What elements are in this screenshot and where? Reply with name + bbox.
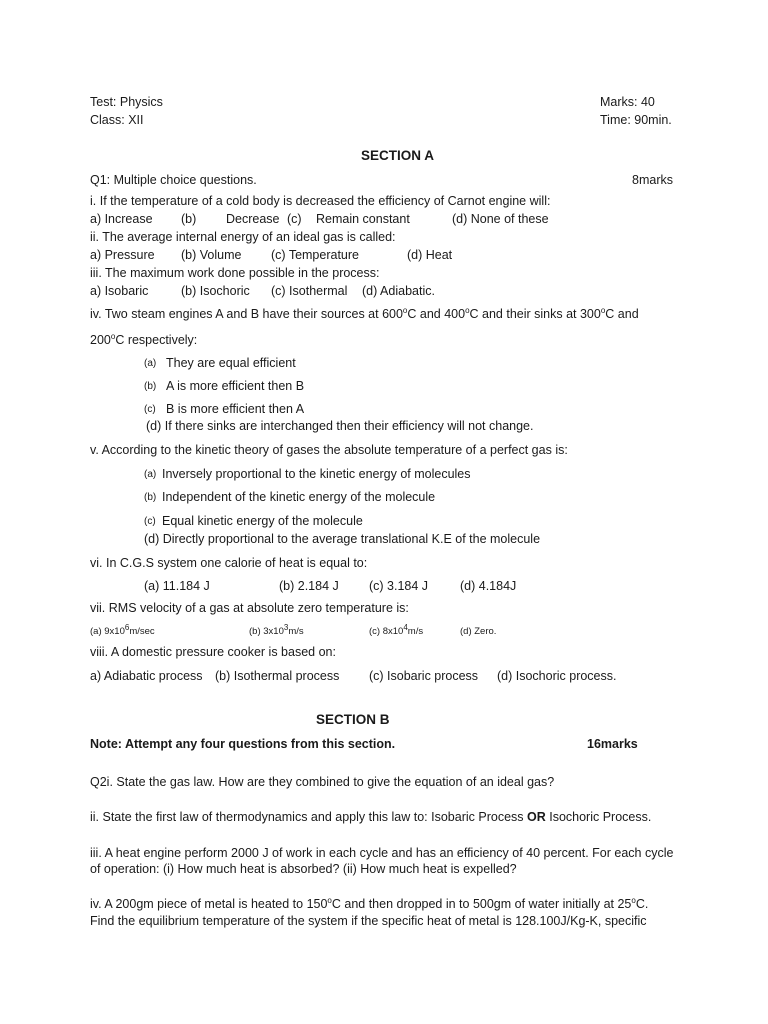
- question-viii-option-a: a) Adiabatic process: [90, 669, 203, 683]
- question-iv-option-c-marker: (c): [144, 404, 156, 415]
- question-2iv-line2: Find the equilibrium temperature of the system if the specific heat of metal is 128.100J/Kg-K, specific: [90, 914, 647, 928]
- question-vi: vi. In C.G.S system one calorie of heat is equal to:: [90, 556, 368, 570]
- question-iii-option-c: (c) Isothermal: [271, 284, 348, 298]
- question-ii-option-c: (c) Temperature: [271, 248, 359, 262]
- question-2iv-line1: iv. A 200gm piece of metal is heated to 150$^o$C and then dropped in to 500gm of water initially at 25$^o$C.: [90, 895, 649, 911]
- question-ii: ii. The average internal energy of an ideal gas is called:: [90, 230, 396, 244]
- question-iv-option-b-marker: (b): [144, 381, 157, 392]
- question-viii-option-d: (d) Isochoric process.: [497, 669, 617, 683]
- question-v-option-b-marker: (b): [144, 492, 157, 503]
- question-iii-option-b: (b) Isochoric: [181, 284, 250, 298]
- question-iii-option-a: a) Isobaric: [90, 284, 149, 298]
- question-i-option-c: Remain constant: [316, 212, 410, 226]
- question-vii: vii. RMS velocity of a gas at absolute zero temperature is:: [90, 601, 409, 615]
- question-iv-line2: 200$^o$C respectively:: [90, 331, 198, 347]
- question-vii-option-c: (c) $8x10^4m/s$: [369, 622, 424, 637]
- question-v-option-b: Independent of the kinetic energy of the molecule: [162, 490, 436, 504]
- question-viii-option-b: (b) Isothermal process: [215, 669, 340, 683]
- question-2ii: ii. State the first law of thermodynamics and apply this law to: Isobaric Process OR Isochoric Process.: [90, 810, 652, 824]
- question-vii-option-a: (a) $9x10^6m/\sec$: [90, 622, 155, 637]
- question-2iii-line1: iii. A heat engine perform 2000 J of work in each cycle and has an efficiency of 40 percent. For each cycle: [90, 846, 674, 860]
- question-iv-option-c: B is more efficient then A: [166, 402, 305, 416]
- time-allowed: Time: 90min.: [600, 113, 672, 127]
- question-iv-option-a: They are equal efficient: [166, 356, 296, 370]
- question-i-option-c-marker: (c): [287, 212, 302, 226]
- question-iv-option-b: A is more efficient then B: [166, 379, 305, 393]
- question-iv-option-d: (d) If there sinks are interchanged then their efficiency will not change.: [146, 419, 534, 433]
- question-ii-option-b: (b) Volume: [181, 248, 242, 262]
- section-b-note: Note: Attempt any four questions from this section.: [90, 737, 396, 751]
- question-v: v. According to the kinetic theory of gases the absolute temperature of a perfect gas is:: [90, 443, 568, 457]
- question-vi-option-a: (a) 11.184 J: [144, 579, 210, 593]
- question-vii-option-d: (d) Zero.: [460, 626, 497, 637]
- q1-label: Q1: Multiple choice questions.: [90, 173, 257, 187]
- question-vii-option-b: (b) $3x10^3m/s$: [249, 622, 304, 637]
- question-i-option-b: Decrease: [226, 212, 280, 226]
- test-subject: Test: Physics: [90, 95, 163, 109]
- question-ii-option-d: (d) Heat: [407, 248, 453, 262]
- question-vi-option-b: (b) 2.184 J: [279, 579, 339, 593]
- question-vi-option-c: (c) 3.184 J: [369, 579, 429, 593]
- question-v-option-c-marker: (c): [144, 516, 156, 527]
- question-viii: viii. A domestic pressure cooker is based on:: [90, 645, 336, 659]
- section-b-title: SECTION B: [316, 712, 390, 727]
- class-label: Class: XII: [90, 113, 144, 127]
- question-ii-option-a: a) Pressure: [90, 248, 155, 262]
- question-i-option-b-marker: (b): [181, 212, 197, 226]
- question-i-option-d: (d) None of these: [452, 212, 549, 226]
- question-v-option-a-marker: (a): [144, 469, 157, 480]
- question-i-option-a: a) Increase: [90, 212, 153, 226]
- section-b-marks: 16marks: [587, 737, 638, 751]
- question-v-option-c: Equal kinetic energy of the molecule: [162, 514, 363, 528]
- total-marks: Marks: 40: [600, 95, 655, 109]
- question-iv-option-a-marker: (a): [144, 358, 157, 369]
- question-v-option-a: Inversely proportional to the kinetic energy of molecules: [162, 467, 471, 481]
- question-viii-option-c: (c) Isobaric process: [369, 669, 479, 683]
- question-i: i. If the temperature of a cold body is decreased the efficiency of Carnot engine will:: [90, 194, 551, 208]
- question-2iii-line2: of operation: (i) How much heat is absorbed? (ii) How much heat is expelled?: [90, 862, 517, 876]
- question-v-option-d: (d) Directly proportional to the average translational K.E of the molecule: [144, 532, 541, 546]
- question-iv-line1: iv. Two steam engines A and B have their sources at 600$^o$C and 400$^o$C and their sinks at 300$^o$C and: [90, 305, 639, 321]
- question-iii-option-d: (d) Adiabatic.: [362, 284, 435, 298]
- section-a-title: SECTION A: [361, 148, 435, 163]
- question-vi-option-d: (d) 4.184J: [460, 579, 517, 593]
- question-2i: Q2i. State the gas law. How are they combined to give the equation of an ideal gas?: [90, 775, 555, 789]
- q1-marks: 8marks: [632, 173, 673, 187]
- question-iii: iii. The maximum work done possible in the process:: [90, 266, 380, 280]
